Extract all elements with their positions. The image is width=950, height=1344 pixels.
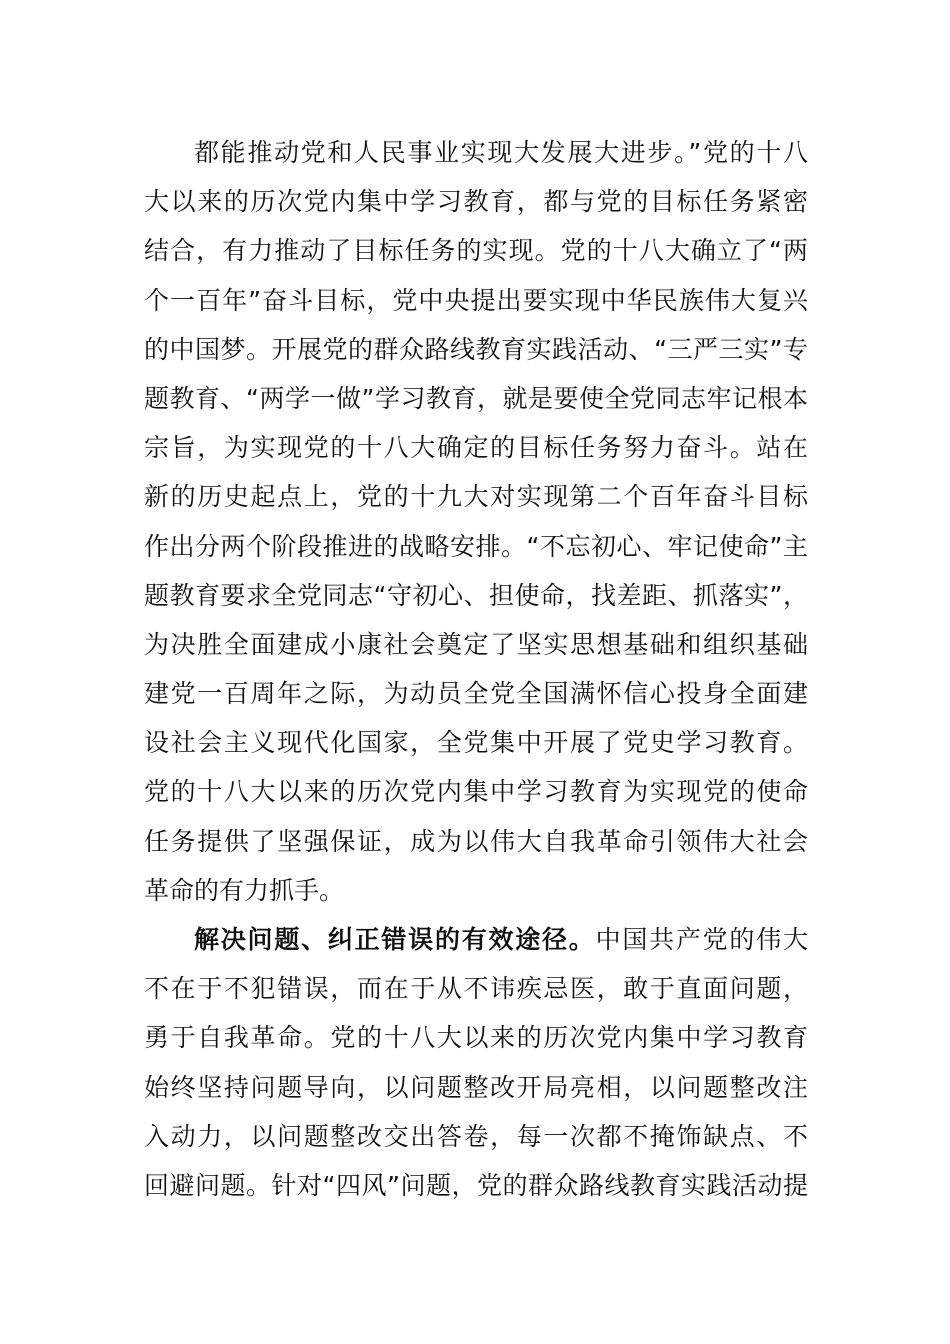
text-line: 作出分两个阶段推进的战略安排。“不忘初心、牢记使命”主 (144, 531, 808, 561)
text-line: 入动力，以问题整改交出答卷，每一次都不掩饰缺点、不 (144, 1121, 808, 1151)
text-line: 始终坚持问题导向，以问题整改开局亮相，以问题整改注 (144, 1072, 808, 1102)
text-line: 新的历史起点上，党的十九大对实现第二个百年奋斗目标 (144, 482, 808, 512)
text-line: 题教育、“两学一做”学习教育，就是要使全党同志牢记根本 (144, 383, 808, 413)
text-line: 为决胜全面建成小康社会奠定了坚实思想基础和组织基础 (144, 629, 808, 659)
text-line (144, 915, 808, 964)
text-line: 回避问题。针对“四风”问题，党的群众路线教育实践活动提 (144, 1170, 808, 1200)
text-line: 党的十八大以来的历次党内集中学习教育为实现党的使命 (144, 777, 808, 807)
text-line: 不在于不犯错误，而在于从不讳疾忌医，敢于直面问题， (144, 974, 808, 1004)
text-line: 个一百年”奋斗目标，党中央提出要实现中华民族伟大复兴 (144, 285, 808, 315)
text-line: 建党一百周年之际，为动员全党全国满怀信心投身全面建 (144, 679, 808, 709)
text-line: 设社会主义现代化国家，全党集中开展了党史学习教育。 (144, 728, 808, 758)
paragraph-heading: 解决问题、纠正错误的有效途径。 (194, 925, 596, 954)
text-line: 结合，有力推动了目标任务的实现。党的十八大确立了“两 (144, 236, 808, 266)
paragraph-1 (144, 128, 808, 915)
paragraph-2 (144, 915, 808, 1210)
text-line: 的中国梦。开展党的群众路线教育实践活动、“三严三实”专 (144, 334, 808, 364)
text-line: 都能推动党和人民事业实现大发展大进步。”党的十八 (194, 138, 808, 167)
body-text (144, 128, 808, 1210)
text-line: 勇于自我革命。党的十八大以来的历次党内集中学习教育 (144, 1023, 808, 1053)
text-line: 任务提供了坚强保证，成为以伟大自我革命引领伟大社会 (144, 826, 808, 856)
text-span: 中国共产党的伟大 (595, 925, 808, 954)
text-line: 大以来的历次党内集中学习教育，都与党的目标任务紧密 (144, 187, 808, 217)
text-line: 题教育要求全党同志“守初心、担使命，找差距、抓落实”， (144, 580, 808, 610)
text-line: 革命的有力抓手。 (144, 875, 345, 905)
text-line: 宗旨，为实现党的十八大确定的目标任务努力奋斗。站在 (144, 433, 808, 463)
